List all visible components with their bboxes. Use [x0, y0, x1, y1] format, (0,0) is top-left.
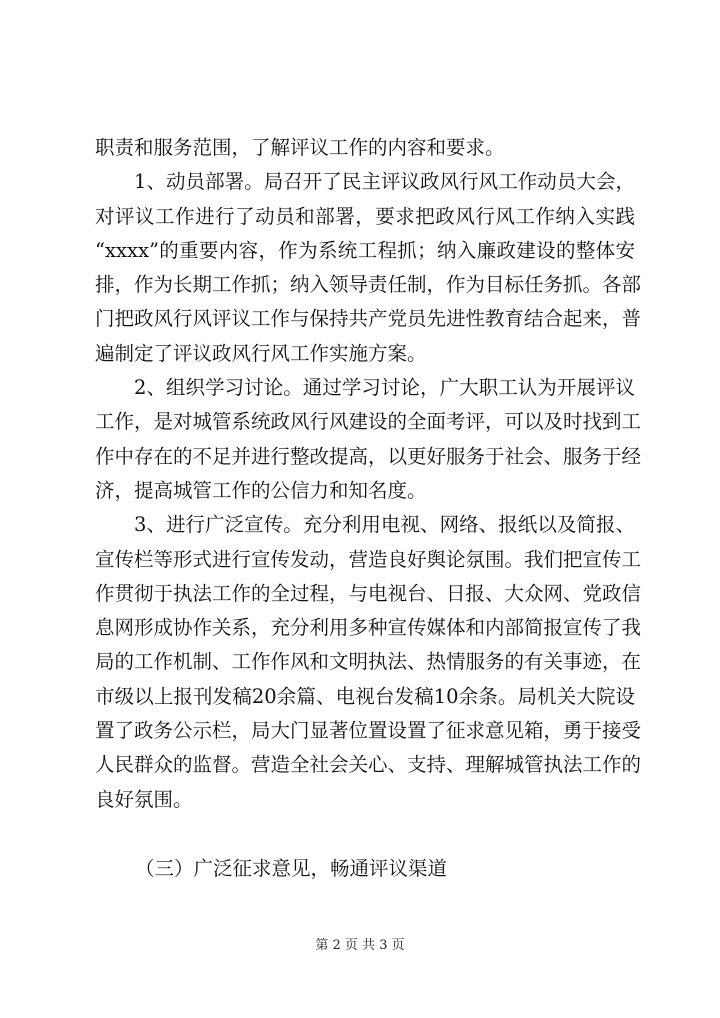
text-line: 工作，是对城管系统政风行风建设的全面考评，可以及时找到工: [95, 410, 642, 434]
text-line: 人民群众的监督。营造全社会关心、支持、理解城管执法工作的: [95, 753, 642, 777]
page-footer: 第 2 页 共 3 页: [315, 938, 405, 953]
text-line: 遍制定了评议政风行风工作实施方案。: [95, 341, 427, 365]
text-line: 宣传栏等形式进行宣传发动，营造良好舆论氛围。我们把宣传工: [95, 547, 642, 571]
text-line: 息网形成协作关系，充分利用多种宣传媒体和内部简报宣传了我: [95, 616, 642, 640]
paragraph-publicity: [95, 508, 642, 817]
text-line: 置了政务公示栏，局大门显著位置设置了征求意见箱，勇于接受: [95, 719, 642, 743]
paragraph-study-discussion: [95, 371, 642, 508]
text-line: 排，作为长期工作抓；纳入领导责任制，作为目标任务抓。各部: [95, 273, 642, 297]
text-line: 局的工作机制、工作作风和文明执法、热情服务的有关事迹，在: [95, 650, 642, 674]
text-line: 门把政风行风评议工作与保持共产党员先进性教育结合起来，普: [95, 307, 642, 331]
document-body: [95, 131, 642, 817]
section-heading: （三）广泛征求意见，畅通评议渠道: [135, 857, 448, 880]
paragraph-mobilization: [95, 165, 642, 371]
text-line: “xxxx”的重要内容，作为系统工程抓；纳入廉政建设的整体安: [95, 238, 635, 262]
text-line: 作贯彻于执法工作的全过程，与电视台、日报、大众网、党政信: [95, 581, 642, 605]
text-line: 作中存在的不足并进行整改提高，以更好服务于社会、服务于经: [95, 444, 642, 468]
text-line: 对评议工作进行了动员和部署，要求把政风行风工作纳入实践: [95, 204, 635, 228]
text-line: 济，提高城管工作的公信力和知名度。: [95, 478, 427, 502]
text-line: 2、组织学习讨论。通过学习讨论，广大职工认为开展评议: [134, 376, 635, 400]
text-line: 1、动员部署。局召开了民主评议政风行风工作动员大会，: [134, 170, 635, 194]
text-line: 良好氛围。: [95, 787, 193, 811]
paragraph-continuation: [95, 131, 635, 165]
text-line: 职责和服务范围，了解评议工作的内容和要求。: [95, 136, 505, 159]
text-line: 3、进行广泛宣传。充分利用电视、网络、报纸以及简报、: [134, 513, 635, 537]
text-line: 市级以上报刊发稿20余篇、电视台发稿10余条。局机关大院设: [95, 684, 635, 708]
